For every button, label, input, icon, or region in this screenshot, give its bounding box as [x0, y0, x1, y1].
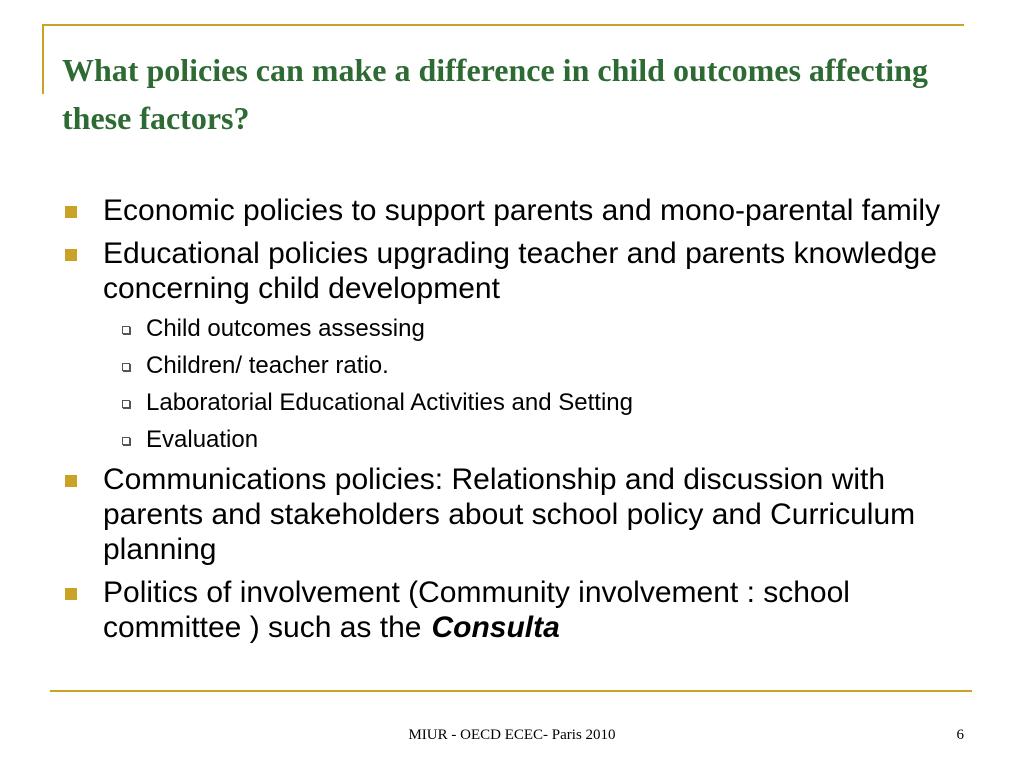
consulta-emphasis: Consulta	[431, 611, 560, 644]
bottom-rule	[50, 690, 972, 692]
hollow-square-bullet-icon	[122, 400, 130, 408]
slide-title: What policies can make a difference in child outcomes affecting these factors?	[62, 52, 928, 136]
sub-bullet-item	[114, 388, 982, 417]
bullet-item	[62, 575, 982, 645]
bullet-text-wrapper	[103, 575, 982, 645]
bullet-list	[62, 193, 982, 653]
bullet-item	[62, 462, 982, 567]
bullet-item	[62, 236, 982, 306]
left-rule	[42, 24, 44, 94]
square-bullet-icon	[65, 249, 77, 261]
sub-bullet-text: Child outcomes assessing	[146, 315, 425, 342]
footer-text: MIUR - OECD ECEC- Paris 2010	[408, 727, 616, 743]
hollow-square-bullet-icon	[122, 437, 130, 445]
sub-bullet-item	[114, 351, 982, 380]
square-bullet-icon	[65, 206, 77, 218]
top-rule	[42, 24, 964, 26]
hollow-square-bullet-icon	[122, 326, 130, 334]
sub-bullet-item	[114, 425, 982, 454]
square-bullet-icon	[65, 588, 77, 600]
bullet-text: Educational policies upgrading teacher and parents knowledge concerning child development	[103, 237, 937, 305]
sub-bullet-text: Children/ teacher ratio.	[146, 352, 389, 379]
square-bullet-icon	[65, 475, 77, 487]
sub-bullet-text: Laboratorial Educational Activities and Setting	[146, 389, 633, 416]
hollow-square-bullet-icon	[122, 363, 130, 371]
bullet-text: Economic policies to support parents and mono-parental family	[103, 194, 941, 227]
bullet-item	[62, 193, 982, 228]
sub-bullet-text: Evaluation	[146, 426, 259, 453]
page-number: 6	[956, 727, 964, 743]
bullet-text: Politics of involvement (Community involvement : school committee ) such as the	[103, 576, 850, 644]
bullet-text: Communications policies: Relationship and discussion with parents and stakeholders about school policy and Curriculum planning	[103, 463, 916, 566]
sub-bullet-item	[114, 314, 982, 343]
